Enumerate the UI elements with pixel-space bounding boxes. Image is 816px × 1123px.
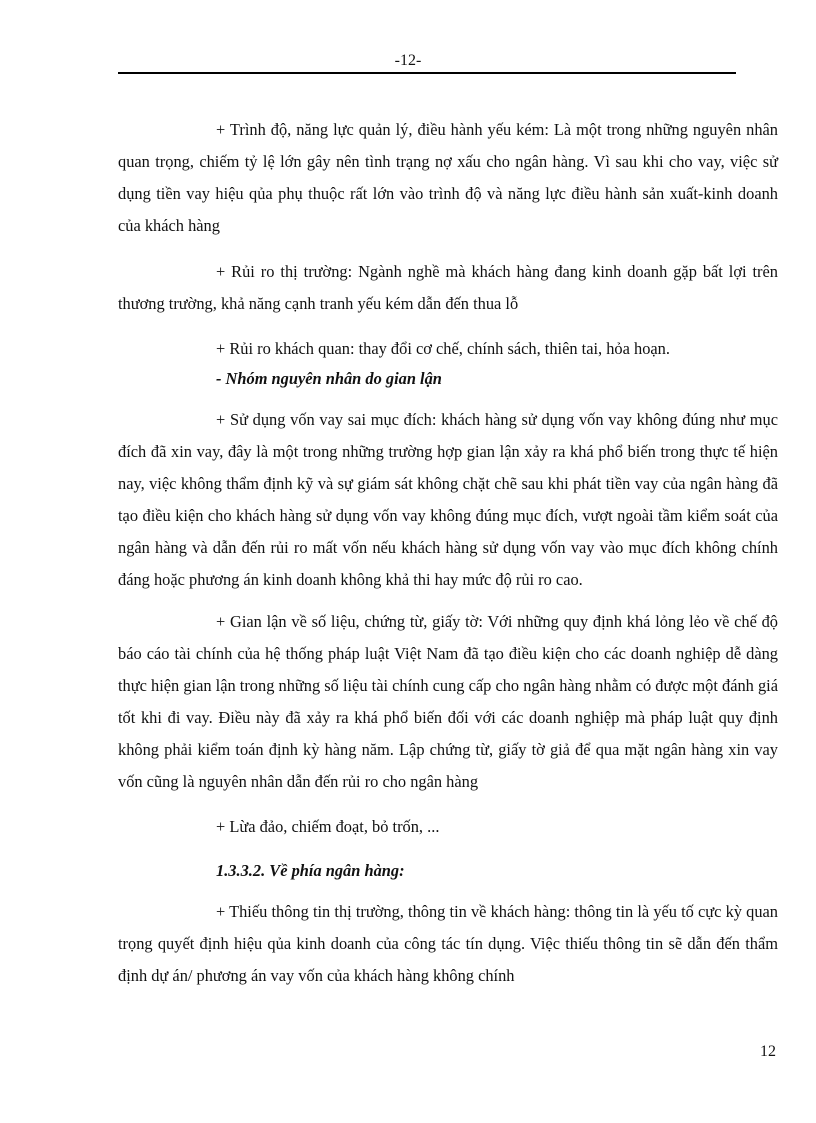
paragraph-fraud-list: + Lừa đảo, chiếm đoạt, bỏ trốn, ... xyxy=(216,817,440,836)
page-header: -12- xyxy=(394,52,422,69)
document-body xyxy=(118,114,778,992)
paragraph-falsified-documents: + Gian lận về số liệu, chứng từ, giấy tờ: Với những quy định khá lỏng lẻo về chế độ báo cáo tài chính của hệ thống pháp luật Việt Nam đã tạo điều kiện cho các doanh nghiệp dễ dàng thực hiện gian lận trong những số liệu tài chính cung cấp cho ngân hàng nhằm có được một đánh giá tốt khi đi vay. Điều này đã xảy ra khá phổ biến đối với các doanh nghiệp mà pháp luật quy định không phải kiểm toán định kỳ hàng năm. Lập chứng từ, giấy tờ giả để qua mặt ngân hàng xin vay vốn cũng là nguyên nhân dẫn đến rủi ro cho ngân hàng xyxy=(118,612,778,791)
paragraph-misuse-of-loan: + Sử dụng vốn vay sai mục đích: khách hàng sử dụng vốn vay không đúng như mục đích đã xin vay, đây là một trong những trường hợp gian lận xảy ra khá phổ biến trong thực tế hiện nay, việc không thẩm định kỹ và sự giám sát không chặt chẽ sau khi phát tiền vay của ngân hàng đã tạo điều kiện cho khách hàng sử dụng vốn vay không đúng mục đích, vượt ngoài tầm kiểm soát của ngân hàng và dẫn đến rủi ro mất vốn nếu khách hàng sử dụng vốn vay vào mục đích không chính đáng hoặc phương án kinh doanh không khả thi hay mức độ rủi ro cao. xyxy=(118,410,778,589)
paragraph-objective-risk: + Rủi ro khách quan: thay đổi cơ chế, chính sách, thiên tai, hỏa hoạn. xyxy=(216,339,670,358)
header-rule xyxy=(118,72,736,74)
section-heading-fraud: - Nhóm nguyên nhân do gian lận xyxy=(216,369,442,388)
section-heading-bank-side: 1.3.3.2. Về phía ngân hàng: xyxy=(216,861,405,880)
paragraph-market-risk: + Rủi ro thị trường: Ngành nghề mà khách hàng đang kinh doanh gặp bất lợi trên thương trường, khả năng cạnh tranh yếu kém dẫn đến thua lỗ xyxy=(118,262,778,313)
paragraph-management-weakness: + Trình độ, năng lực quản lý, điều hành yếu kém: Là một trong những nguyên nhân quan trọng, chiếm tỷ lệ lớn gây nên tình trạng nợ xấu cho ngân hàng. Vì sau khi cho vay, việc sử dụng tiền vay hiệu qủa phụ thuộc rất lớn vào trình độ và năng lực điều hành sản xuất-kinh doanh của khách hàng xyxy=(118,120,778,235)
page-number: 12 xyxy=(760,1043,776,1060)
paragraph-lack-of-information: + Thiếu thông tin thị trường, thông tin về khách hàng: thông tin là yếu tố cực kỳ quan trọng quyết định hiệu qủa kinh doanh của công tác tín dụng. Việc thiếu thông tin sẽ dẫn đến thẩm định dự án/ phương án vay vốn của khách hàng không chính xyxy=(118,902,778,985)
